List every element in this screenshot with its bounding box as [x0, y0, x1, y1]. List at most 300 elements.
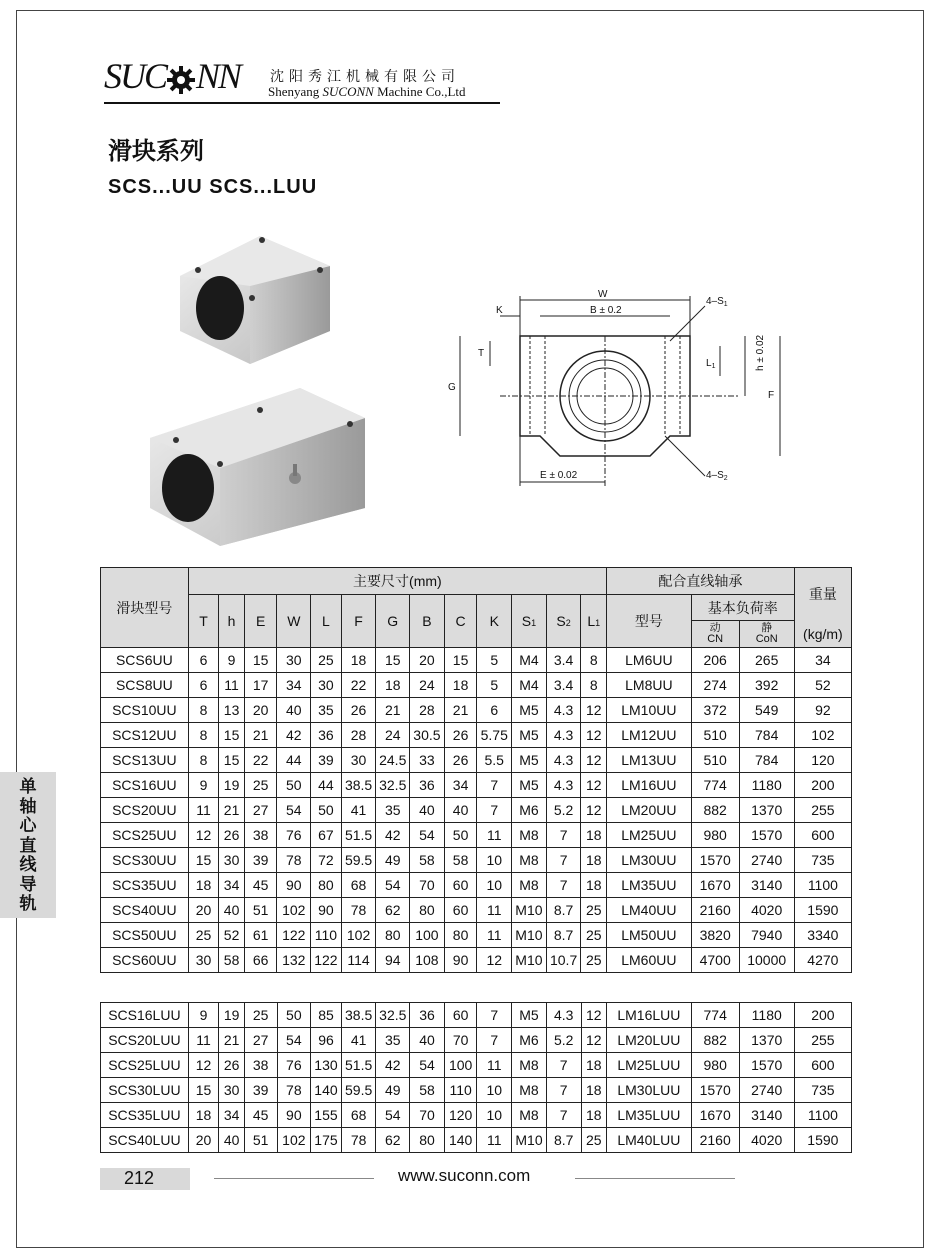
- table-cell: 8: [581, 673, 607, 698]
- table-row: [101, 1028, 852, 1053]
- header-col-t: T: [188, 595, 219, 648]
- table-row: [101, 823, 852, 848]
- table-cell: 30: [219, 1078, 245, 1103]
- table-cell: 21: [444, 698, 477, 723]
- header-col-l1: [581, 595, 607, 648]
- table-cell: 8.7: [546, 1128, 581, 1153]
- table-cell: M8: [512, 848, 547, 873]
- table-cell: 2160: [691, 1128, 739, 1153]
- table-cell: SCS8UU: [101, 673, 189, 698]
- table-cell: 42: [376, 823, 410, 848]
- table-cell: 12: [581, 1028, 607, 1053]
- table-cell: 120: [794, 748, 851, 773]
- table-cell: 4.3: [546, 723, 581, 748]
- table-cell: 8.7: [546, 898, 581, 923]
- table-cell: 30: [277, 648, 311, 673]
- company-logo: [104, 58, 240, 94]
- table-cell: 35: [376, 798, 410, 823]
- table-cell: 58: [219, 948, 245, 973]
- table-cell: 102: [794, 723, 851, 748]
- table-cell: 61: [244, 923, 277, 948]
- table-cell: 200: [794, 773, 851, 798]
- table-cell: 25: [581, 923, 607, 948]
- table-cell: M8: [512, 1103, 547, 1128]
- table-cell: 27: [244, 1028, 277, 1053]
- static-cn: 静: [761, 622, 773, 634]
- header-col-l: L: [311, 595, 342, 648]
- table-cell: 90: [444, 948, 477, 973]
- table-cell: LM25LUU: [607, 1053, 692, 1078]
- table-cell: 392: [739, 673, 794, 698]
- table-cell: 8: [188, 723, 219, 748]
- table-cell: 20: [188, 898, 219, 923]
- table-cell: 5.5: [477, 748, 512, 773]
- spec-table-luu: [100, 1002, 852, 1153]
- label-f: F: [768, 390, 775, 401]
- table-cell: 108: [410, 948, 445, 973]
- table-cell: 15: [219, 723, 245, 748]
- s2-main: S: [556, 613, 566, 629]
- table-cell: 1590: [794, 898, 851, 923]
- table-cell: 130: [311, 1053, 342, 1078]
- table-cell: 4020: [739, 898, 794, 923]
- table-cell: 3820: [691, 923, 739, 948]
- table-cell: 41: [341, 1028, 376, 1053]
- table-cell: 5.2: [546, 798, 581, 823]
- logo-text-a: SUC: [104, 56, 167, 96]
- table-cell: 78: [341, 1128, 376, 1153]
- table-cell: 774: [691, 1003, 739, 1028]
- table-cell: LM40LUU: [607, 1128, 692, 1153]
- table-cell: 40: [219, 1128, 245, 1153]
- table-cell: 54: [277, 798, 311, 823]
- gear-icon: [167, 66, 195, 94]
- table-cell: 60: [444, 898, 477, 923]
- table-cell: 10.7: [546, 948, 581, 973]
- table-cell: 774: [691, 773, 739, 798]
- table-cell: 102: [277, 898, 311, 923]
- table-cell: 28: [410, 698, 445, 723]
- l1-main: L: [587, 613, 596, 629]
- header-col-s1: [512, 595, 547, 648]
- label-s2-main: 4–S: [706, 470, 724, 481]
- table-cell: 8: [188, 698, 219, 723]
- page-number: 212: [124, 1168, 155, 1188]
- table-cell: 34: [794, 648, 851, 673]
- header-dynamic: [691, 621, 739, 648]
- table-cell: 10: [477, 1078, 512, 1103]
- website: www.suconn.com: [398, 1166, 531, 1185]
- table-cell: 7: [477, 1028, 512, 1053]
- table-cell: 36: [410, 1003, 445, 1028]
- table-cell: 274: [691, 673, 739, 698]
- dimension-drawing: [440, 286, 790, 496]
- table-cell: SCS20LUU: [101, 1028, 189, 1053]
- table-cell: LM20UU: [607, 798, 692, 823]
- table-row: [101, 1078, 852, 1103]
- table-cell: 7: [546, 1103, 581, 1128]
- table-cell: 4020: [739, 1128, 794, 1153]
- table-cell: LM60UU: [607, 948, 692, 973]
- header-col-k: K: [477, 595, 512, 648]
- table-row: [101, 773, 852, 798]
- table-cell: 1570: [739, 1053, 794, 1078]
- table-cell: 12: [581, 798, 607, 823]
- table-cell: 200: [794, 1003, 851, 1028]
- table-cell: 44: [311, 773, 342, 798]
- table-cell: 4700: [691, 948, 739, 973]
- table-cell: 15: [188, 1078, 219, 1103]
- table-cell: 11: [188, 798, 219, 823]
- header-weight-unit: (kg/m): [794, 621, 851, 648]
- header-col-f: F: [341, 595, 376, 648]
- table-cell: 30: [341, 748, 376, 773]
- table-cell: SCS60UU: [101, 948, 189, 973]
- table-cell: 32.5: [376, 773, 410, 798]
- table-cell: 1670: [691, 873, 739, 898]
- table-cell: 1370: [739, 798, 794, 823]
- header-col-w: W: [277, 595, 311, 648]
- table-cell: M6: [512, 798, 547, 823]
- table-cell: 26: [444, 748, 477, 773]
- table-cell: 38.5: [341, 1003, 376, 1028]
- table-cell: 78: [277, 848, 311, 873]
- table-cell: 102: [341, 923, 376, 948]
- table-cell: M8: [512, 823, 547, 848]
- table-cell: 70: [410, 873, 445, 898]
- table-cell: 7: [546, 1053, 581, 1078]
- table-cell: 62: [376, 898, 410, 923]
- table-cell: 49: [376, 848, 410, 873]
- table-cell: 22: [244, 748, 277, 773]
- table-cell: 49: [376, 1078, 410, 1103]
- table-cell: 30: [311, 673, 342, 698]
- table-cell: M10: [512, 948, 547, 973]
- table-cell: 68: [341, 1103, 376, 1128]
- company-en-suffix: Machine Co.,Ltd: [373, 84, 466, 99]
- table-cell: 26: [341, 698, 376, 723]
- table-cell: SCS10UU: [101, 698, 189, 723]
- luu-rows: [101, 1003, 852, 1153]
- table-cell: 68: [341, 873, 376, 898]
- table-cell: 120: [444, 1103, 477, 1128]
- table-cell: 25: [581, 948, 607, 973]
- table-cell: M10: [512, 1128, 547, 1153]
- table-cell: 8: [581, 648, 607, 673]
- table-cell: 15: [219, 748, 245, 773]
- header-weight: 重量: [794, 568, 851, 621]
- table-cell: 21: [219, 1028, 245, 1053]
- table-cell: 4.3: [546, 748, 581, 773]
- table-cell: 980: [691, 1053, 739, 1078]
- table-cell: 2160: [691, 898, 739, 923]
- table-cell: 110: [444, 1078, 477, 1103]
- table-cell: 255: [794, 1028, 851, 1053]
- footer-rule-right: [575, 1178, 735, 1179]
- table-cell: 784: [739, 723, 794, 748]
- table-cell: 10000: [739, 948, 794, 973]
- table-row: [101, 873, 852, 898]
- s2-sub: 2: [565, 618, 571, 628]
- table-cell: 92: [794, 698, 851, 723]
- table-cell: 5: [477, 673, 512, 698]
- table-cell: 19: [219, 773, 245, 798]
- table-cell: 50: [277, 1003, 311, 1028]
- table-cell: 18: [581, 1053, 607, 1078]
- company-name-en: [268, 84, 466, 100]
- table-cell: 38: [244, 823, 277, 848]
- table-cell: 735: [794, 848, 851, 873]
- table-row: [101, 1103, 852, 1128]
- side-section-tab: [0, 772, 56, 918]
- table-cell: 60: [444, 873, 477, 898]
- table-cell: 36: [410, 773, 445, 798]
- label-s1-sub: 1: [723, 301, 728, 308]
- table-cell: 18: [581, 1103, 607, 1128]
- table-cell: 45: [244, 873, 277, 898]
- table-cell: 510: [691, 748, 739, 773]
- table-cell: M6: [512, 1028, 547, 1053]
- table-cell: 102: [277, 1128, 311, 1153]
- table-cell: 40: [444, 798, 477, 823]
- table-cell: SCS30LUU: [101, 1078, 189, 1103]
- table-cell: LM16UU: [607, 773, 692, 798]
- table-cell: 122: [311, 948, 342, 973]
- table-cell: 1570: [691, 848, 739, 873]
- table-row: [101, 1128, 852, 1153]
- table-cell: 7: [477, 773, 512, 798]
- table-cell: 41: [341, 798, 376, 823]
- table-cell: 24.5: [376, 748, 410, 773]
- label-h: h ± 0.02: [755, 334, 766, 371]
- table-cell: 51: [244, 898, 277, 923]
- table-row: [101, 1053, 852, 1078]
- table-cell: 25: [188, 923, 219, 948]
- table-cell: 15: [376, 648, 410, 673]
- table-cell: SCS13UU: [101, 748, 189, 773]
- table-cell: 22: [341, 673, 376, 698]
- table-cell: 882: [691, 798, 739, 823]
- table-cell: 25: [244, 773, 277, 798]
- table-cell: 11: [477, 923, 512, 948]
- table-cell: 265: [739, 648, 794, 673]
- table-cell: LM8UU: [607, 673, 692, 698]
- table-cell: SCS35UU: [101, 873, 189, 898]
- table-cell: 39: [311, 748, 342, 773]
- table-row: [101, 698, 852, 723]
- table-cell: 12: [188, 1053, 219, 1078]
- table-cell: 7: [546, 848, 581, 873]
- company-name-cn: 沈阳秀江机械有限公司: [270, 69, 460, 85]
- table-cell: 11: [477, 898, 512, 923]
- table-cell: 51: [244, 1128, 277, 1153]
- table-cell: SCS16UU: [101, 773, 189, 798]
- table-cell: 52: [219, 923, 245, 948]
- table-cell: SCS40UU: [101, 898, 189, 923]
- table-cell: SCS35LUU: [101, 1103, 189, 1128]
- table-cell: 4.3: [546, 773, 581, 798]
- table-cell: 7: [546, 1078, 581, 1103]
- table-cell: 6: [188, 673, 219, 698]
- table-cell: 70: [410, 1103, 445, 1128]
- table-cell: 26: [444, 723, 477, 748]
- table-cell: 20: [244, 698, 277, 723]
- table-cell: 122: [277, 923, 311, 948]
- table-cell: 90: [311, 898, 342, 923]
- table-cell: 11: [188, 1028, 219, 1053]
- table-cell: 25: [581, 898, 607, 923]
- table-cell: M10: [512, 923, 547, 948]
- table-cell: 7: [477, 798, 512, 823]
- table-cell: LM30UU: [607, 848, 692, 873]
- table-cell: 4.3: [546, 698, 581, 723]
- page-title: 滑块系列: [108, 137, 204, 165]
- table-cell: 9: [188, 773, 219, 798]
- table-cell: M5: [512, 1003, 547, 1028]
- table-cell: 25: [244, 1003, 277, 1028]
- table-cell: 882: [691, 1028, 739, 1053]
- table-cell: 1180: [739, 773, 794, 798]
- table-cell: M4: [512, 648, 547, 673]
- table-cell: 140: [444, 1128, 477, 1153]
- table-cell: 34: [444, 773, 477, 798]
- table-cell: 1180: [739, 1003, 794, 1028]
- table-cell: 10: [477, 848, 512, 873]
- table-cell: M8: [512, 1078, 547, 1103]
- table-cell: 3140: [739, 1103, 794, 1128]
- label-e: E ± 0.02: [540, 470, 578, 481]
- table-cell: 12: [581, 1003, 607, 1028]
- table-cell: 18: [581, 823, 607, 848]
- table-cell: 40: [219, 898, 245, 923]
- table-cell: 42: [376, 1053, 410, 1078]
- table-cell: 90: [277, 1103, 311, 1128]
- table-cell: 1100: [794, 1103, 851, 1128]
- table-row: [101, 798, 852, 823]
- table-cell: 15: [244, 648, 277, 673]
- table-cell: 72: [311, 848, 342, 873]
- table-cell: 10: [477, 1103, 512, 1128]
- table-cell: 175: [311, 1128, 342, 1153]
- table-cell: 80: [376, 923, 410, 948]
- label-s1: [706, 296, 728, 308]
- header-model: 滑块型号: [101, 568, 189, 648]
- table-cell: 18: [188, 873, 219, 898]
- table-cell: 3340: [794, 923, 851, 948]
- table-cell: 784: [739, 748, 794, 773]
- header-col-s2: [546, 595, 581, 648]
- table-cell: 90: [277, 873, 311, 898]
- table-cell: 510: [691, 723, 739, 748]
- table-cell: 19: [219, 1003, 245, 1028]
- header-col-g: G: [376, 595, 410, 648]
- table-cell: 11: [477, 1128, 512, 1153]
- table-cell: 80: [410, 1128, 445, 1153]
- table-cell: 18: [341, 648, 376, 673]
- table-cell: 3140: [739, 873, 794, 898]
- table-cell: 51.5: [341, 1053, 376, 1078]
- table-cell: 11: [219, 673, 245, 698]
- label-t: T: [478, 348, 485, 359]
- table-cell: 18: [581, 1078, 607, 1103]
- table-cell: LM35LUU: [607, 1103, 692, 1128]
- table-row: [101, 748, 852, 773]
- table-cell: 18: [581, 848, 607, 873]
- table-row: [101, 673, 852, 698]
- product-photo-luu: [150, 388, 370, 548]
- table-cell: 45: [244, 1103, 277, 1128]
- table-cell: 5.75: [477, 723, 512, 748]
- table-cell: M4: [512, 673, 547, 698]
- table-cell: 7940: [739, 923, 794, 948]
- dynamic-cn: 动: [709, 622, 721, 634]
- table-cell: 28: [341, 723, 376, 748]
- table-row: [101, 1003, 852, 1028]
- table-cell: 18: [188, 1103, 219, 1128]
- header-load: 基本负荷率: [691, 595, 794, 621]
- table-cell: 12: [581, 773, 607, 798]
- table-cell: 39: [244, 848, 277, 873]
- company-en-prefix: Shenyang: [268, 84, 323, 99]
- table-cell: 1100: [794, 873, 851, 898]
- s1-main: S: [521, 613, 532, 629]
- table-cell: 42: [277, 723, 311, 748]
- table-cell: 35: [376, 1028, 410, 1053]
- table-cell: 38: [244, 1053, 277, 1078]
- table-cell: 114: [341, 948, 376, 973]
- static-sym: CoN: [755, 633, 778, 645]
- header-col-b: B: [410, 595, 445, 648]
- table-cell: 40: [277, 698, 311, 723]
- table-cell: 24: [376, 723, 410, 748]
- table-cell: 34: [219, 1103, 245, 1128]
- table-cell: 7: [546, 823, 581, 848]
- table-cell: 58: [410, 1078, 445, 1103]
- table-cell: 30.5: [410, 723, 445, 748]
- table-cell: 58: [444, 848, 477, 873]
- table-cell: 54: [410, 1053, 445, 1078]
- label-w: W: [598, 289, 608, 300]
- table-row: [101, 848, 852, 873]
- table-cell: 1370: [739, 1028, 794, 1053]
- table-cell: 50: [444, 823, 477, 848]
- table-cell: 2740: [739, 848, 794, 873]
- table-cell: 20: [188, 1128, 219, 1153]
- table-cell: 15: [188, 848, 219, 873]
- table-cell: 36: [311, 723, 342, 748]
- footer-rule-left: [214, 1178, 374, 1179]
- table-cell: 8: [188, 748, 219, 773]
- header-rule: [104, 102, 500, 104]
- table-cell: 58: [410, 848, 445, 873]
- table-cell: 70: [444, 1028, 477, 1053]
- table-cell: SCS50UU: [101, 923, 189, 948]
- table-cell: 110: [311, 923, 342, 948]
- table-cell: 3.4: [546, 673, 581, 698]
- header-bearing-model: 型号: [607, 595, 692, 648]
- table-cell: 372: [691, 698, 739, 723]
- table-cell: 25: [581, 1128, 607, 1153]
- label-g: G: [448, 382, 456, 393]
- table-cell: 50: [311, 798, 342, 823]
- table-cell: 132: [277, 948, 311, 973]
- table-cell: 26: [219, 823, 245, 848]
- table-cell: 6: [477, 698, 512, 723]
- table-cell: 54: [376, 1103, 410, 1128]
- label-l1-main: L: [706, 358, 712, 369]
- table-cell: 60: [444, 1003, 477, 1028]
- table-cell: 76: [277, 823, 311, 848]
